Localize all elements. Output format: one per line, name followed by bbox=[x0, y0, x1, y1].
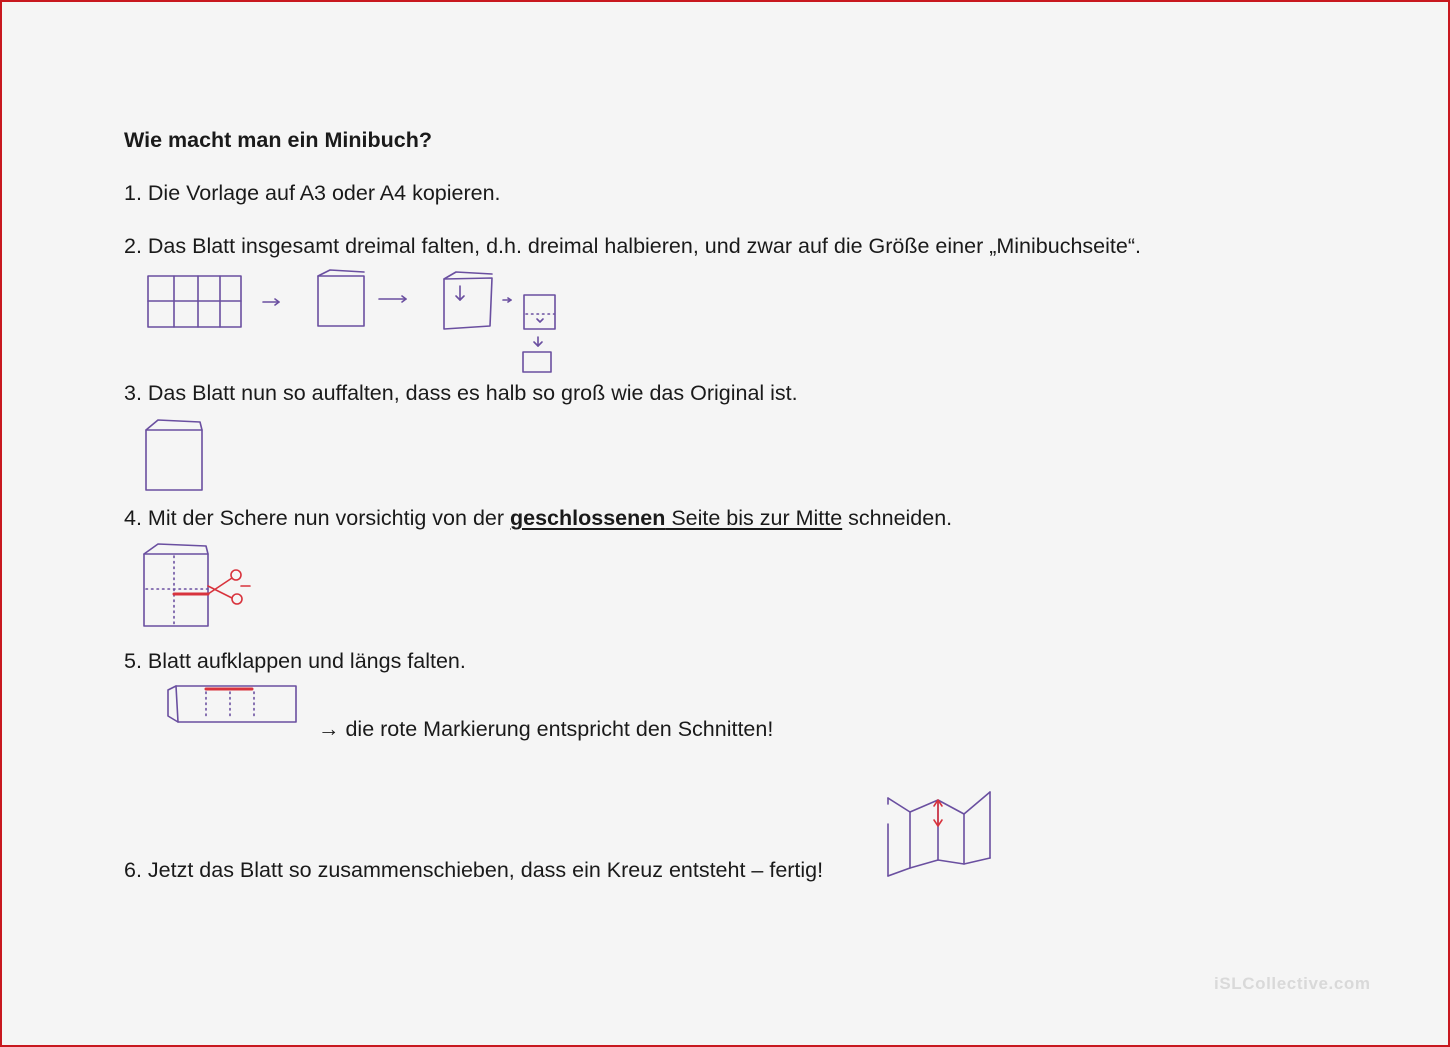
folding-sequence-sketch bbox=[142, 264, 572, 379]
watermark-text: iSLCollective.com bbox=[1214, 974, 1371, 993]
step-4-emphasis: geschlossenen bbox=[510, 506, 666, 530]
step-4-text-end: schneiden. bbox=[842, 506, 953, 530]
step-3: 3. Das Blatt nun so auffalten, dass es halb so groß wie das Original ist. bbox=[124, 381, 798, 405]
step-4-underlined: Seite bis zur Mitte bbox=[665, 506, 843, 530]
half-folded-sheet-sketch bbox=[138, 414, 213, 499]
step-6: 6. Jetzt das Blatt so zusammenschieben, dass ein Kreuz entsteht – fertig! bbox=[124, 858, 824, 882]
cross-book-sketch bbox=[880, 784, 1000, 884]
step-5-note: → die rote Markierung entspricht den Schnitten! bbox=[318, 717, 774, 741]
page-title: Wie macht man ein Minibuch? bbox=[124, 128, 433, 152]
step-4 bbox=[124, 505, 952, 531]
step-4-text-start: 4. Mit der Schere nun vorsichtig von der bbox=[124, 506, 510, 530]
scissors-cut-sketch bbox=[136, 538, 256, 633]
unfolded-strip-sketch bbox=[162, 678, 302, 728]
step-5: 5. Blatt aufklappen und längs falten. bbox=[124, 649, 466, 673]
step-2: 2. Das Blatt insgesamt dreimal falten, d.h. dreimal halbieren, und zwar auf die Größe einer „Minibuchseite“. bbox=[124, 234, 1141, 258]
step-1: 1. Die Vorlage auf A3 oder A4 kopieren. bbox=[124, 181, 501, 205]
